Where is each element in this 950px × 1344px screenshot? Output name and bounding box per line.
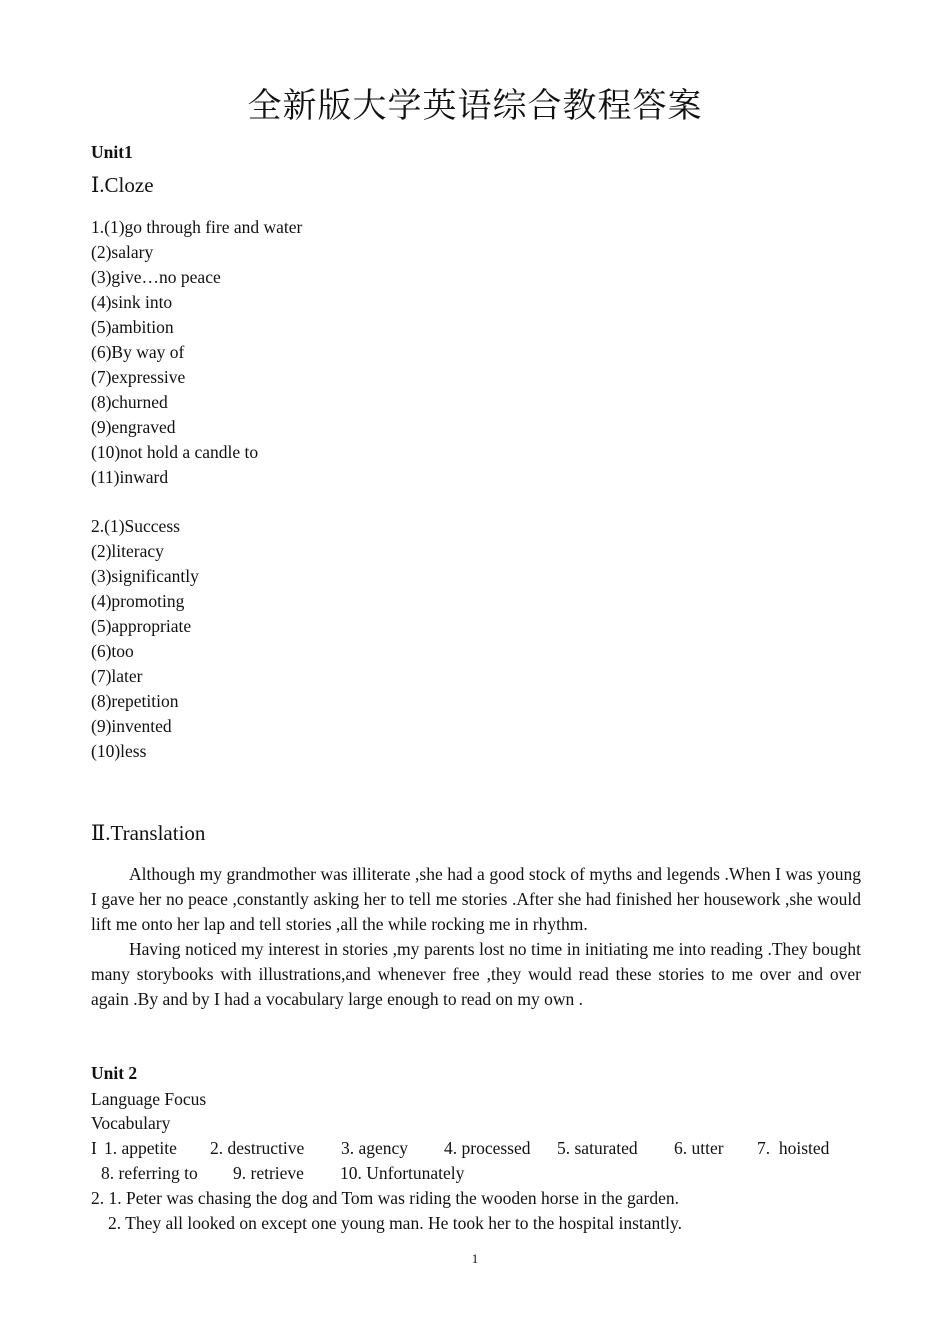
cloze-item: (9)engraved: [91, 417, 176, 437]
cloze-item: 2.(1)Success: [91, 516, 180, 536]
cloze-item: (4)promoting: [91, 591, 185, 611]
cloze-item: (7)expressive: [91, 367, 186, 387]
cloze-item: (6)By way of: [91, 342, 185, 362]
vocab-item: 5. saturated: [557, 1138, 638, 1158]
page-number: 1: [471, 1251, 479, 1266]
vocab-item: 2. destructive: [210, 1138, 305, 1158]
cloze-item: (10)less: [91, 741, 147, 761]
cloze-item: (5)appropriate: [91, 616, 192, 636]
vocab-prefix: I: [91, 1138, 97, 1158]
vocab-item: 6. utter: [674, 1138, 724, 1158]
cloze-item: (3)significantly: [91, 566, 199, 586]
vocab-item: 3. agency: [341, 1138, 409, 1158]
cloze-item: (2)literacy: [91, 541, 164, 561]
cloze-item: (5)ambition: [91, 317, 174, 337]
cloze-item: (11)inward: [91, 467, 169, 487]
cloze-item: (8)churned: [91, 392, 168, 412]
cloze-item: (7)later: [91, 666, 143, 686]
cloze-item: (3)give…no peace: [91, 267, 221, 287]
sentence-line: 2. 1. Peter was chasing the dog and Tom was riding the wooden horse in the garden.: [91, 1188, 679, 1208]
vocab-item: 7. hoisted: [757, 1138, 830, 1158]
language-focus-heading: Language Focus: [91, 1089, 207, 1109]
cloze-item: (4)sink into: [91, 292, 173, 312]
unit1-heading: Unit1: [91, 142, 133, 162]
cloze-item: 1.(1)go through fire and water: [91, 217, 303, 237]
cloze-item: (10)not hold a candle to: [91, 442, 259, 462]
translation-paragraph: Having noticed my interest in stories ,my parents lost no time in initiating me into reading .They bought many storybooks with illustrations,and whenever free ,they would read these stories to me over and over again .By and by I had a vocabulary large enough to read on my own .: [91, 939, 861, 1009]
sentence-line: 2. They all looked on except one young man. He took her to the hospital instantly.: [108, 1213, 682, 1233]
cloze-item: (9)invented: [91, 716, 172, 736]
vocab-item: 9. retrieve: [233, 1163, 304, 1183]
vocabulary-heading: Vocabulary: [91, 1113, 171, 1133]
cloze-item: (2)salary: [91, 242, 154, 262]
page-title: 全新版大学英语综合教程答案: [247, 86, 703, 126]
vocab-item: 1. appetite: [104, 1138, 177, 1158]
vocab-item: 10. Unfortunately: [340, 1163, 465, 1183]
cloze-item: (6)too: [91, 641, 134, 661]
translation-paragraph: Although my grandmother was illiterate ,she had a good stock of myths and legends .When I was young I gave her no peace ,constantly asking her to tell me stories .After she had finished her housework ,she would lift me onto her lap and tell stories ,all the while rocking me in rhythm.: [91, 864, 861, 934]
vocab-item: 4. processed: [444, 1138, 531, 1158]
cloze-heading: Ⅰ.Cloze: [91, 173, 154, 197]
vocab-item: 8. referring to: [101, 1163, 198, 1183]
translation-heading: Ⅱ.Translation: [91, 821, 206, 845]
cloze-item: (8)repetition: [91, 691, 179, 711]
unit2-heading: Unit 2: [91, 1063, 138, 1083]
